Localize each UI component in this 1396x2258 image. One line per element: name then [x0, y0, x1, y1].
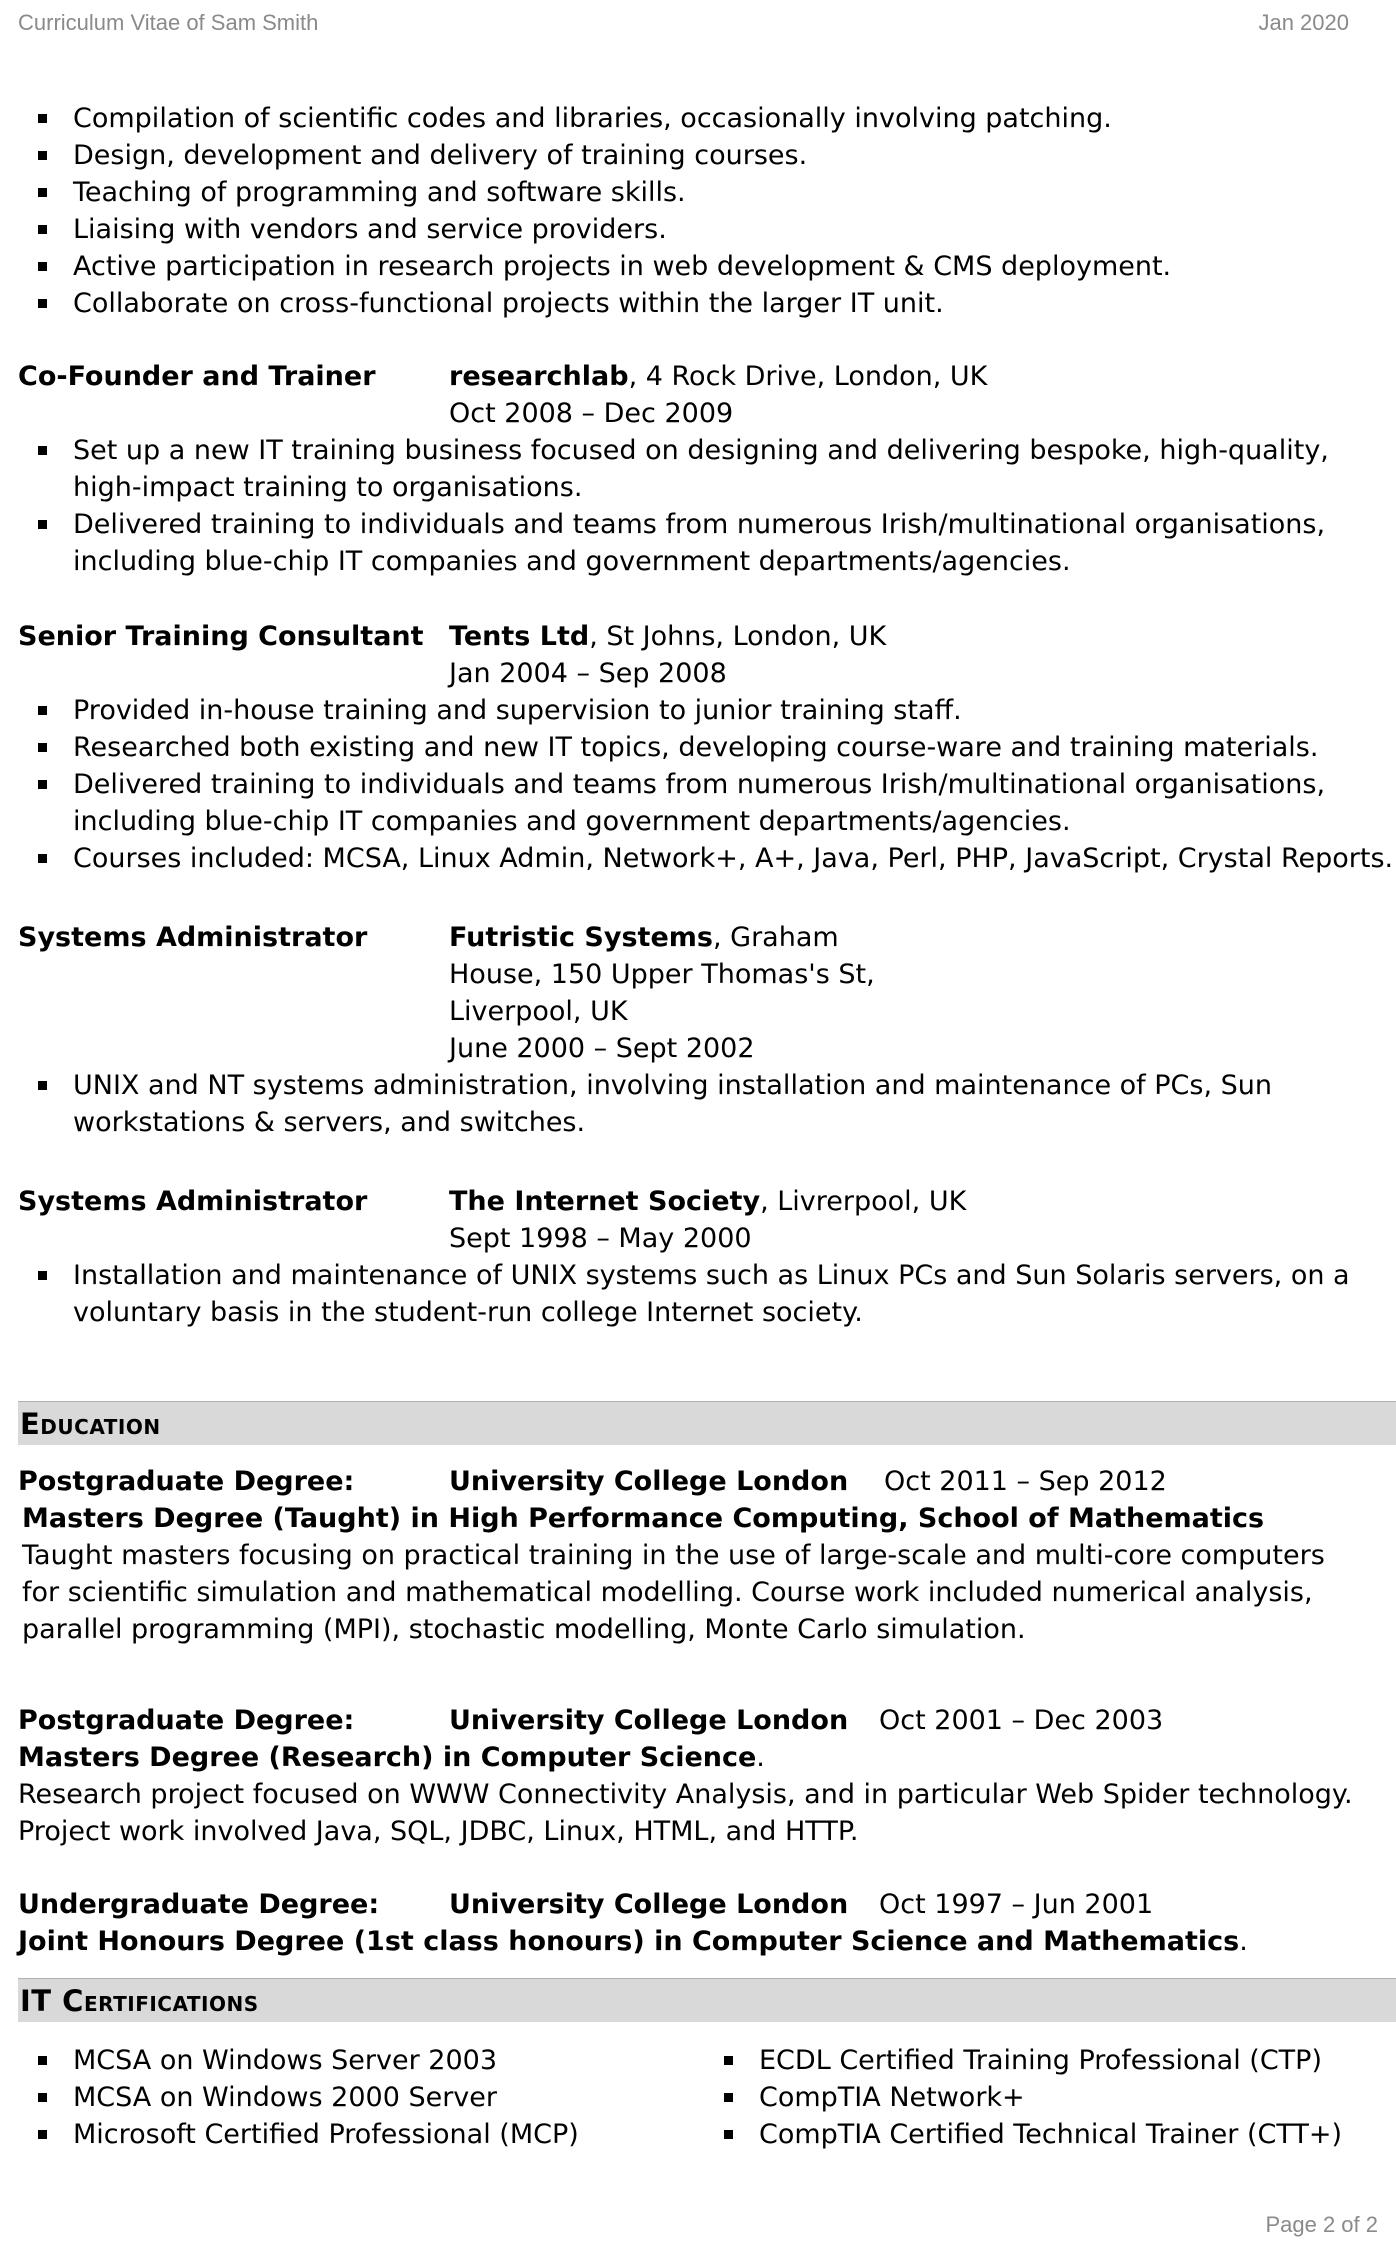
degree-suffix: .	[756, 1742, 765, 1773]
degree-description: Taught masters focusing on practical training in the use of large-scale and multi-core computers for scientific simulation and mathematical modelling. Course work included numerical analysis, parallel programming (MPI), stochastic modelling, Monte Carlo simulation.	[22, 1540, 1325, 1645]
job-dates: Sept 1998 – May 2000	[449, 1223, 752, 1254]
page-header-right: Jan 2020	[1258, 10, 1349, 35]
list-item: Researched both existing and new IT topics, developing course-ware and training materials.	[18, 729, 1396, 766]
job-entry	[18, 358, 1396, 580]
job-info	[449, 618, 1396, 692]
top-bullet-list	[18, 100, 1396, 322]
job-bullet-list	[18, 432, 1396, 580]
university-name: University College London	[449, 1705, 849, 1736]
degree-level: Postgraduate Degree:	[18, 1466, 355, 1497]
company-location: , St Johns, London, UK	[589, 621, 887, 652]
list-item: Courses included: MCSA, Linux Admin, Network+, A+, Java, Perl, PHP, JavaScript, Crystal Reports.	[18, 840, 1396, 877]
university-name: University College London	[449, 1466, 849, 1497]
degree-suffix: .	[1239, 1926, 1248, 1957]
list-item: Delivered training to individuals and teams from numerous Irish/multinational organisations, including blue-chip IT companies and government departments/agencies.	[18, 766, 1396, 840]
list-item: ECDL Certified Training Professional (CTP)	[704, 2042, 1390, 2079]
degree-title: Joint Honours Degree (1st class honours) in Computer Science and Mathematics	[18, 1926, 1240, 1957]
job-entry	[18, 618, 1396, 877]
degree-title: Masters Degree (Research) in Computer Science	[18, 1742, 757, 1773]
job-bullet-list	[18, 1067, 1396, 1141]
list-item: CompTIA Network+	[704, 2079, 1390, 2116]
company-name: Futristic Systems	[449, 922, 713, 953]
job-info	[449, 358, 1396, 432]
job-dates: Oct 2008 – Dec 2009	[449, 398, 734, 429]
list-item: MCSA on Windows Server 2003	[18, 2042, 704, 2079]
list-item: Provided in-house training and supervision to junior training staff.	[18, 692, 1396, 729]
list-item: MCSA on Windows 2000 Server	[18, 2079, 704, 2116]
list-item: Delivered training to individuals and teams from numerous Irish/multinational organisations, including blue-chip IT companies and government departments/agencies.	[18, 506, 1396, 580]
job-bullet-list	[18, 692, 1396, 877]
cv-content	[18, 100, 1396, 2153]
job-entry	[18, 1183, 1396, 1331]
company-location: , Graham House, 150 Upper Thomas's St, Liverpool, UK	[449, 922, 875, 1027]
degree-level: Undergraduate Degree:	[18, 1889, 380, 1920]
job-bullet-list	[18, 1257, 1396, 1331]
section-heading-certifications: IT Certifications	[18, 1978, 1396, 2022]
education-entry	[18, 1702, 1396, 1850]
company-name: The Internet Society	[449, 1186, 761, 1217]
company-location: , Livrerpool, UK	[760, 1186, 967, 1217]
list-item: Collaborate on cross-functional projects within the larger IT unit.	[18, 285, 1396, 322]
job-dates: Jan 2004 – Sep 2008	[449, 658, 727, 689]
list-item: CompTIA Certified Technical Trainer (CTT+)	[704, 2116, 1390, 2153]
certifications-right-column	[704, 2042, 1390, 2153]
certifications-list	[18, 2042, 1396, 2153]
job-title: Systems Administrator	[18, 922, 368, 953]
education-entry	[18, 1886, 1396, 1960]
page-number: Page 2 of 2	[1265, 2212, 1378, 2237]
job-title: Systems Administrator	[18, 1186, 368, 1217]
education-dates: Oct 2001 – Dec 2003	[879, 1705, 1164, 1736]
job-title: Senior Training Consultant	[18, 621, 424, 652]
company-location: , 4 Rock Drive, London, UK	[628, 361, 988, 392]
list-item: Teaching of programming and software skills.	[18, 174, 1396, 211]
education-dates: Oct 2011 – Sep 2012	[884, 1466, 1167, 1497]
section-heading-education: Education	[18, 1401, 1396, 1445]
list-item: Compilation of scientific codes and libraries, occasionally involving patching.	[18, 100, 1396, 137]
certifications-left-column	[18, 2042, 704, 2153]
job-info	[449, 1183, 1396, 1257]
company-name: Tents Ltd	[449, 621, 590, 652]
job-entry	[18, 919, 1396, 1141]
list-item: UNIX and NT systems administration, involving installation and maintenance of PCs, Sun workstations & servers, and switches.	[18, 1067, 1396, 1141]
list-item: Installation and maintenance of UNIX systems such as Linux PCs and Sun Solaris servers, on a voluntary basis in the student-run college Internet society.	[18, 1257, 1396, 1331]
page-header-left: Curriculum Vitae of Sam Smith	[18, 10, 319, 35]
degree-level: Postgraduate Degree:	[18, 1705, 355, 1736]
list-item: Liaising with vendors and service providers.	[18, 211, 1396, 248]
job-title: Co-Founder and Trainer	[18, 361, 376, 392]
education-dates: Oct 1997 – Jun 2001	[879, 1889, 1154, 1920]
list-item: Active participation in research projects in web development & CMS deployment.	[18, 248, 1396, 285]
degree-description: Research project focused on WWW Connectivity Analysis, and in particular Web Spider technology. Project work involved Java, SQL, JDBC, Linux, HTML, and HTTP.	[18, 1779, 1353, 1847]
job-dates: June 2000 – Sept 2002	[449, 1033, 755, 1064]
education-entry	[18, 1463, 1396, 1648]
job-info	[449, 919, 1396, 1067]
university-name: University College London	[449, 1889, 849, 1920]
degree-title: Masters Degree (Taught) in High Performance Computing, School of Mathematics	[22, 1503, 1265, 1534]
company-name: researchlab	[449, 361, 629, 392]
list-item: Microsoft Certified Professional (MCP)	[18, 2116, 704, 2153]
list-item: Design, development and delivery of training courses.	[18, 137, 1396, 174]
list-item: Set up a new IT training business focused on designing and delivering bespoke, high-quality, high-impact training to organisations.	[18, 432, 1396, 506]
